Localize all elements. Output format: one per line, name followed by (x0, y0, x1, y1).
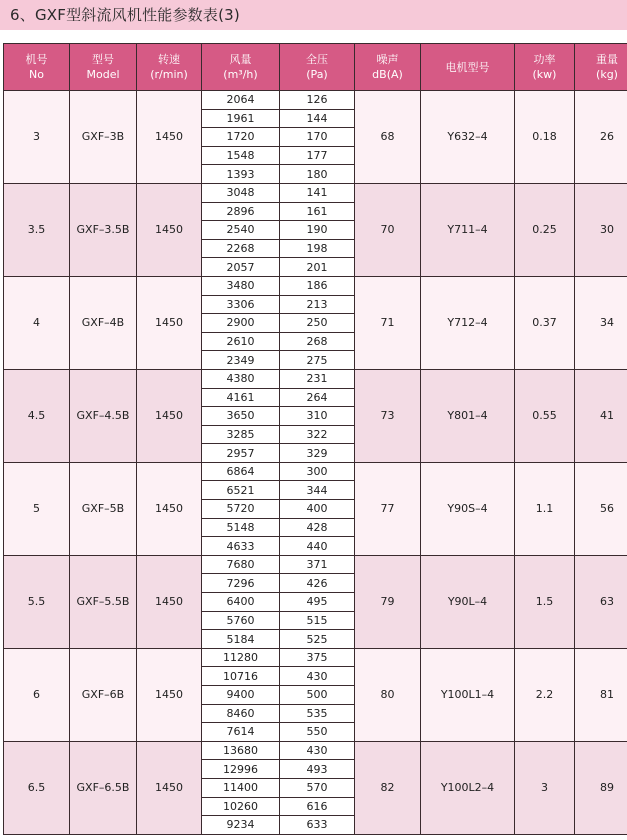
cell-flow: 2057 (202, 258, 280, 277)
cell-speed: 1450 (137, 91, 202, 184)
cell-pressure: 170 (280, 128, 355, 147)
cell-flow: 2610 (202, 332, 280, 351)
cell-flow: 2349 (202, 351, 280, 370)
cell-speed: 1450 (137, 648, 202, 741)
cell-pressure: 440 (280, 537, 355, 556)
cell-power: 0.37 (515, 276, 575, 369)
header-pressure: 全压 (Pa) (280, 44, 355, 91)
cell-flow: 6400 (202, 593, 280, 612)
cell-noise: 68 (355, 91, 421, 184)
cell-noise: 80 (355, 648, 421, 741)
cell-flow: 4161 (202, 388, 280, 407)
cell-flow: 5720 (202, 500, 280, 519)
cell-no: 4 (4, 276, 70, 369)
cell-pressure: 515 (280, 611, 355, 630)
cell-pressure: 616 (280, 797, 355, 816)
cell-weight: 89 (575, 741, 627, 834)
table-row (4, 276, 627, 295)
cell-pressure: 231 (280, 369, 355, 388)
page-title: 6、GXF型斜流风机性能参数表(3) (0, 0, 627, 30)
cell-flow: 7296 (202, 574, 280, 593)
cell-weight: 63 (575, 555, 627, 648)
cell-power: 0.55 (515, 369, 575, 462)
cell-no: 3.5 (4, 183, 70, 276)
cell-pressure: 550 (280, 723, 355, 742)
cell-pressure: 180 (280, 165, 355, 184)
cell-flow: 5148 (202, 518, 280, 537)
cell-noise: 77 (355, 462, 421, 555)
cell-flow: 3480 (202, 276, 280, 295)
fan-performance-table (3, 43, 627, 835)
cell-pressure: 141 (280, 183, 355, 202)
cell-no: 3 (4, 91, 70, 184)
cell-motor: Y90L–4 (421, 555, 515, 648)
cell-flow: 10260 (202, 797, 280, 816)
cell-flow: 5760 (202, 611, 280, 630)
cell-pressure: 190 (280, 221, 355, 240)
cell-pressure: 426 (280, 574, 355, 593)
cell-pressure: 275 (280, 351, 355, 370)
cell-flow: 11400 (202, 778, 280, 797)
cell-model: GXF–3.5B (70, 183, 137, 276)
cell-power: 0.18 (515, 91, 575, 184)
cell-flow: 1961 (202, 109, 280, 128)
cell-pressure: 322 (280, 425, 355, 444)
cell-pressure: 201 (280, 258, 355, 277)
cell-model: GXF–4B (70, 276, 137, 369)
cell-no: 5 (4, 462, 70, 555)
table-row (4, 741, 627, 760)
cell-speed: 1450 (137, 276, 202, 369)
cell-flow: 6521 (202, 481, 280, 500)
cell-model: GXF–3B (70, 91, 137, 184)
cell-flow: 12996 (202, 760, 280, 779)
cell-pressure: 428 (280, 518, 355, 537)
header-speed: 转速 (r/min) (137, 44, 202, 91)
cell-speed: 1450 (137, 741, 202, 834)
cell-pressure: 186 (280, 276, 355, 295)
cell-flow: 1720 (202, 128, 280, 147)
cell-pressure: 177 (280, 146, 355, 165)
cell-pressure: 144 (280, 109, 355, 128)
cell-flow: 10716 (202, 667, 280, 686)
cell-pressure: 250 (280, 314, 355, 333)
cell-flow: 11280 (202, 648, 280, 667)
cell-model: GXF–6B (70, 648, 137, 741)
header-power: 功率 (kw) (515, 44, 575, 91)
cell-no: 6 (4, 648, 70, 741)
cell-noise: 71 (355, 276, 421, 369)
cell-flow: 4380 (202, 369, 280, 388)
cell-speed: 1450 (137, 183, 202, 276)
table-row (4, 648, 627, 667)
cell-pressure: 525 (280, 630, 355, 649)
cell-speed: 1450 (137, 462, 202, 555)
cell-noise: 70 (355, 183, 421, 276)
cell-weight: 56 (575, 462, 627, 555)
cell-pressure: 213 (280, 295, 355, 314)
cell-motor: Y632–4 (421, 91, 515, 184)
cell-speed: 1450 (137, 555, 202, 648)
cell-noise: 79 (355, 555, 421, 648)
cell-pressure: 300 (280, 462, 355, 481)
header-model: 型号 Model (70, 44, 137, 91)
cell-pressure: 495 (280, 593, 355, 612)
cell-model: GXF–6.5B (70, 741, 137, 834)
table-row (4, 462, 627, 481)
cell-flow: 5184 (202, 630, 280, 649)
cell-power: 1.5 (515, 555, 575, 648)
cell-motor: Y100L1–4 (421, 648, 515, 741)
cell-pressure: 493 (280, 760, 355, 779)
cell-power: 1.1 (515, 462, 575, 555)
cell-flow: 2268 (202, 239, 280, 258)
table-row (4, 369, 627, 388)
table-row (4, 91, 627, 110)
cell-flow: 8460 (202, 704, 280, 723)
cell-pressure: 633 (280, 816, 355, 835)
cell-noise: 82 (355, 741, 421, 834)
cell-flow: 2896 (202, 202, 280, 221)
cell-power: 2.2 (515, 648, 575, 741)
cell-flow: 2900 (202, 314, 280, 333)
header-no: 机号 No (4, 44, 70, 91)
cell-pressure: 430 (280, 741, 355, 760)
cell-pressure: 126 (280, 91, 355, 110)
header-noise: 噪声 dB(A) (355, 44, 421, 91)
cell-no: 5.5 (4, 555, 70, 648)
cell-pressure: 400 (280, 500, 355, 519)
cell-flow: 2540 (202, 221, 280, 240)
cell-pressure: 344 (280, 481, 355, 500)
cell-flow: 1393 (202, 165, 280, 184)
table-header-row (4, 44, 627, 91)
cell-pressure: 268 (280, 332, 355, 351)
cell-flow: 2957 (202, 444, 280, 463)
cell-pressure: 264 (280, 388, 355, 407)
cell-weight: 41 (575, 369, 627, 462)
cell-weight: 34 (575, 276, 627, 369)
cell-weight: 30 (575, 183, 627, 276)
cell-pressure: 161 (280, 202, 355, 221)
cell-motor: Y90S–4 (421, 462, 515, 555)
cell-flow: 9400 (202, 686, 280, 705)
cell-pressure: 371 (280, 555, 355, 574)
cell-flow: 9234 (202, 816, 280, 835)
cell-pressure: 570 (280, 778, 355, 797)
cell-model: GXF–5.5B (70, 555, 137, 648)
cell-flow: 7680 (202, 555, 280, 574)
cell-model: GXF–4.5B (70, 369, 137, 462)
cell-pressure: 310 (280, 407, 355, 426)
cell-flow: 2064 (202, 91, 280, 110)
cell-motor: Y100L2–4 (421, 741, 515, 834)
table-row (4, 555, 627, 574)
header-weight: 重量 (kg) (575, 44, 627, 91)
cell-flow: 3306 (202, 295, 280, 314)
cell-power: 3 (515, 741, 575, 834)
cell-pressure: 198 (280, 239, 355, 258)
cell-flow: 3048 (202, 183, 280, 202)
cell-pressure: 535 (280, 704, 355, 723)
cell-weight: 26 (575, 91, 627, 184)
header-motor: 电机型号 (421, 44, 515, 91)
cell-flow: 7614 (202, 723, 280, 742)
cell-pressure: 375 (280, 648, 355, 667)
cell-speed: 1450 (137, 369, 202, 462)
cell-flow: 6864 (202, 462, 280, 481)
cell-flow: 3650 (202, 407, 280, 426)
table-row (4, 183, 627, 202)
cell-pressure: 430 (280, 667, 355, 686)
cell-pressure: 500 (280, 686, 355, 705)
cell-noise: 73 (355, 369, 421, 462)
cell-flow: 3285 (202, 425, 280, 444)
cell-motor: Y712–4 (421, 276, 515, 369)
cell-flow: 13680 (202, 741, 280, 760)
cell-flow: 1548 (202, 146, 280, 165)
cell-model: GXF–5B (70, 462, 137, 555)
cell-weight: 81 (575, 648, 627, 741)
cell-no: 6.5 (4, 741, 70, 834)
cell-no: 4.5 (4, 369, 70, 462)
cell-pressure: 329 (280, 444, 355, 463)
cell-flow: 4633 (202, 537, 280, 556)
header-flow: 风量 (m³/h) (202, 44, 280, 91)
cell-power: 0.25 (515, 183, 575, 276)
cell-motor: Y711–4 (421, 183, 515, 276)
cell-motor: Y801–4 (421, 369, 515, 462)
